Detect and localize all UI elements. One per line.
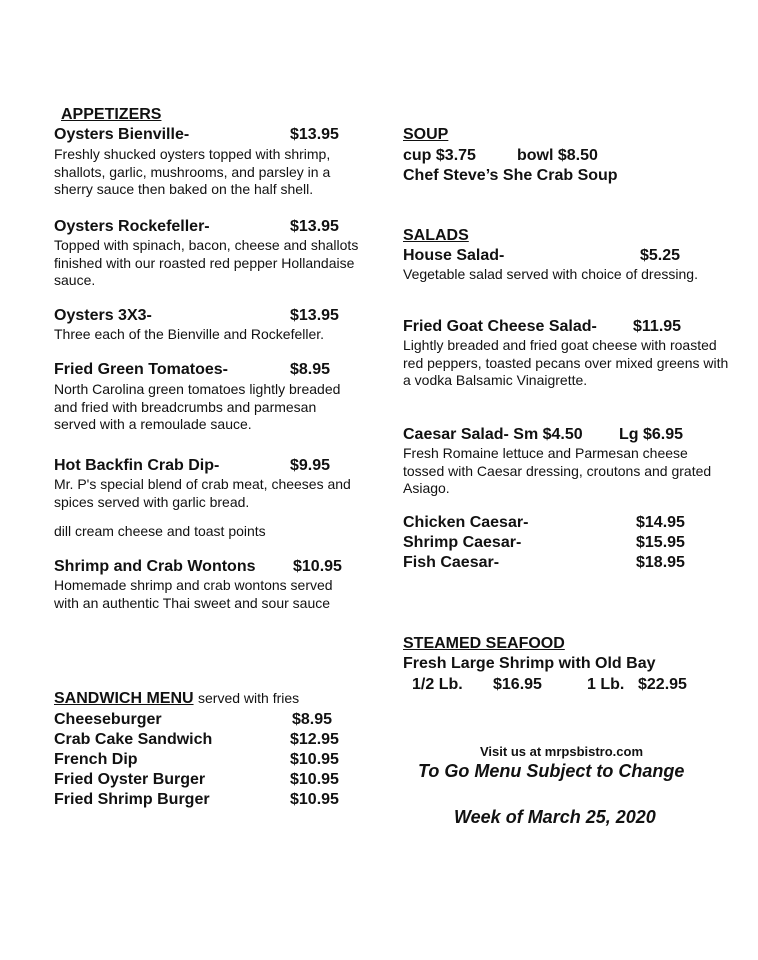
item-name: Oysters Bienville- — [54, 126, 190, 143]
steamed-half-label: 1/2 Lb. — [412, 676, 463, 693]
item-description: Freshly shucked oysters topped with shrimp, shallots, garlic, mushrooms, and parsley in a sherry sauce then baked on the half shell. — [54, 146, 331, 197]
sandwich-name: Crab Cake Sandwich — [54, 731, 213, 748]
caesar-variant-name: Shrimp Caesar- — [403, 534, 522, 551]
salads-header: SALADS — [403, 227, 469, 244]
caesar-variant-price: $18.95 — [636, 554, 685, 571]
soup-cup-price: cup $3.75 — [403, 147, 476, 164]
appetizers-header: APPETIZERS — [61, 106, 162, 123]
steamed-half-price: $16.95 — [493, 676, 542, 693]
item-price: $8.95 — [290, 361, 331, 378]
salad-name: House Salad- — [403, 247, 505, 264]
caesar-variant-price: $14.95 — [636, 514, 685, 531]
week-date: Week of March 25, 2020 — [454, 807, 656, 827]
salad-description: Lightly breaded and fried goat cheese with roasted red peppers, toasted pecans over mixed greens with a vodka Balsamic Vinaigrette. — [403, 337, 729, 388]
sandwich-price: $10.95 — [290, 771, 339, 788]
sandwich-name: French Dip — [54, 751, 138, 768]
website-link[interactable]: Visit us at mrpsbistro.com — [480, 744, 644, 759]
item-description: Mr. P's special blend of crab meat, cheeses and spices served with garlic bread. — [54, 476, 351, 510]
salad-price: $5.25 — [640, 247, 681, 264]
steamed-header: STEAMED SEAFOOD — [403, 635, 565, 652]
togo-notice: To Go Menu Subject to Change — [418, 761, 685, 781]
sandwich-name: Fried Shrimp Burger — [54, 791, 210, 808]
item-extra-note: dill cream cheese and toast points — [54, 523, 266, 539]
item-price: $10.95 — [293, 558, 342, 575]
item-price: $9.95 — [290, 457, 331, 474]
item-name: Hot Backfin Crab Dip- — [54, 457, 220, 474]
item-name: Shrimp and Crab Wontons — [54, 558, 256, 575]
item-description: North Carolina green tomatoes lightly breaded and fried with breadcrumbs and parmesan served with a remoulade sauce. — [54, 381, 341, 432]
item-name: Fried Green Tomatoes- — [54, 361, 228, 378]
sandwich-price: $12.95 — [290, 731, 339, 748]
steamed-full-label: 1 Lb. — [587, 676, 625, 693]
sandwich-price: $10.95 — [290, 791, 339, 808]
item-price: $13.95 — [290, 126, 339, 143]
item-description: Homemade shrimp and crab wontons served with an authentic Thai sweet and sour sauce — [54, 577, 333, 611]
salad-name: Fried Goat Cheese Salad- — [403, 318, 597, 335]
item-price: $13.95 — [290, 218, 339, 235]
soup-bowl-price: bowl $8.50 — [517, 147, 598, 164]
caesar-variant-name: Fish Caesar- — [403, 554, 500, 571]
item-name: Oysters Rockefeller- — [54, 218, 210, 235]
item-description: Topped with spinach, bacon, cheese and shallots finished with our roasted red pepper Hollandaise sauce. — [54, 237, 359, 288]
caesar-variant-price: $15.95 — [636, 534, 685, 551]
steamed-full-price: $22.95 — [638, 676, 687, 693]
soup-header: SOUP — [403, 126, 449, 143]
item-name: Oysters 3X3- — [54, 307, 152, 324]
item-price: $13.95 — [290, 307, 339, 324]
salad-price: Lg $6.95 — [619, 426, 684, 443]
sandwich-name: Cheeseburger — [54, 711, 162, 728]
caesar-variant-name: Chicken Caesar- — [403, 514, 529, 531]
sandwich-price: $8.95 — [292, 711, 333, 728]
item-description: Three each of the Bienville and Rockefeller. — [54, 326, 325, 342]
steamed-name: Fresh Large Shrimp with Old Bay — [403, 655, 656, 672]
soup-name: Chef Steve’s She Crab Soup — [403, 167, 618, 184]
sandwich-subtitle: served with fries — [198, 690, 300, 706]
salad-name: Caesar Salad- Sm $4.50 — [403, 426, 583, 443]
sandwich-name: Fried Oyster Burger — [54, 771, 206, 788]
salad-price: $11.95 — [633, 318, 682, 335]
sandwich-header: SANDWICH MENU — [54, 690, 194, 707]
salad-description: Fresh Romaine lettuce and Parmesan cheese tossed with Caesar dressing, croutons and grated Asiago. — [403, 445, 712, 496]
salad-description: Vegetable salad served with choice of dressing. — [403, 266, 698, 282]
sandwich-price: $10.95 — [290, 751, 339, 768]
sandwich-header-row — [54, 690, 299, 708]
